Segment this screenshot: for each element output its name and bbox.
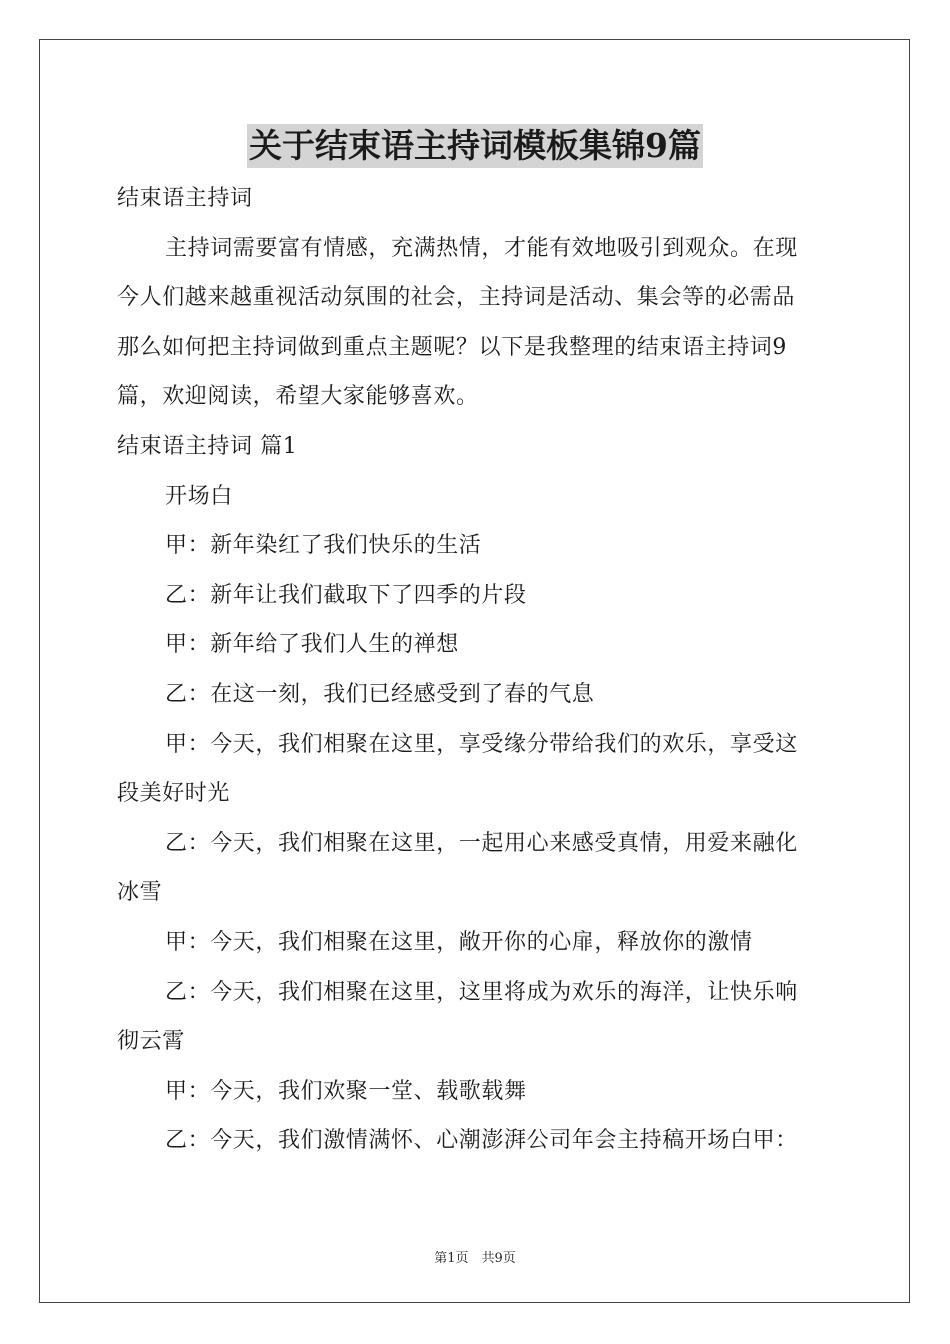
paragraph-line: 篇，欢迎阅读，希望大家能够喜欢。 xyxy=(117,384,479,410)
paragraph-line: 乙：今天，我们相聚在这里，这里将成为欢乐的海洋，让快乐响 xyxy=(165,979,798,1005)
paragraph-line: 甲：今天，我们欢聚一堂、载歌载舞 xyxy=(165,1078,527,1104)
paragraph-line: 开场白 xyxy=(165,483,233,509)
paragraph-line: 那么如何把主持词做到重点主题呢？以下是我整理的结束语主持词9 xyxy=(117,334,787,360)
paragraph-line: 甲：今天，我们相聚在这里，敞开你的心扉，释放你的激情 xyxy=(165,929,753,955)
paragraph-line: 乙：在这一刻，我们已经感受到了春的气息 xyxy=(165,681,595,707)
section-heading: 结束语主持词 篇1 xyxy=(117,433,298,459)
title-container xyxy=(0,124,950,168)
document-title: 关于结束语主持词模板集锦9篇 xyxy=(247,124,703,168)
document-body xyxy=(117,174,833,1166)
paragraph-line: 甲：新年染红了我们快乐的生活 xyxy=(165,533,482,559)
page-footer: 第1页 共9页 xyxy=(434,1251,516,1266)
paragraph-line: 今人们越来越重视活动氛围的社会，主持词是活动、集会等的必需品 xyxy=(117,285,796,311)
paragraph-line: 乙：今天，我们激情满怀、心潮澎湃公司年会主持稿开场白甲： xyxy=(165,1128,798,1154)
paragraph-line: 甲：今天，我们相聚在这里，享受缘分带给我们的欢乐，享受这 xyxy=(165,731,798,757)
paragraph-line: 甲：新年给了我们人生的禅想 xyxy=(165,632,459,658)
section-heading: 结束语主持词 xyxy=(117,186,253,211)
paragraph-line: 乙：新年让我们截取下了四季的片段 xyxy=(165,582,527,608)
paragraph-line: 段美好时光 xyxy=(117,781,231,807)
paragraph-line: 主持词需要富有情感，充满热情，才能有效地吸引到观众。在现 xyxy=(165,235,798,261)
paragraph-line: 冰雪 xyxy=(117,880,163,906)
paragraph-line: 彻云霄 xyxy=(117,1029,185,1055)
paragraph-line: 乙：今天，我们相聚在这里，一起用心来感受真情，用爱来融化 xyxy=(165,830,798,856)
